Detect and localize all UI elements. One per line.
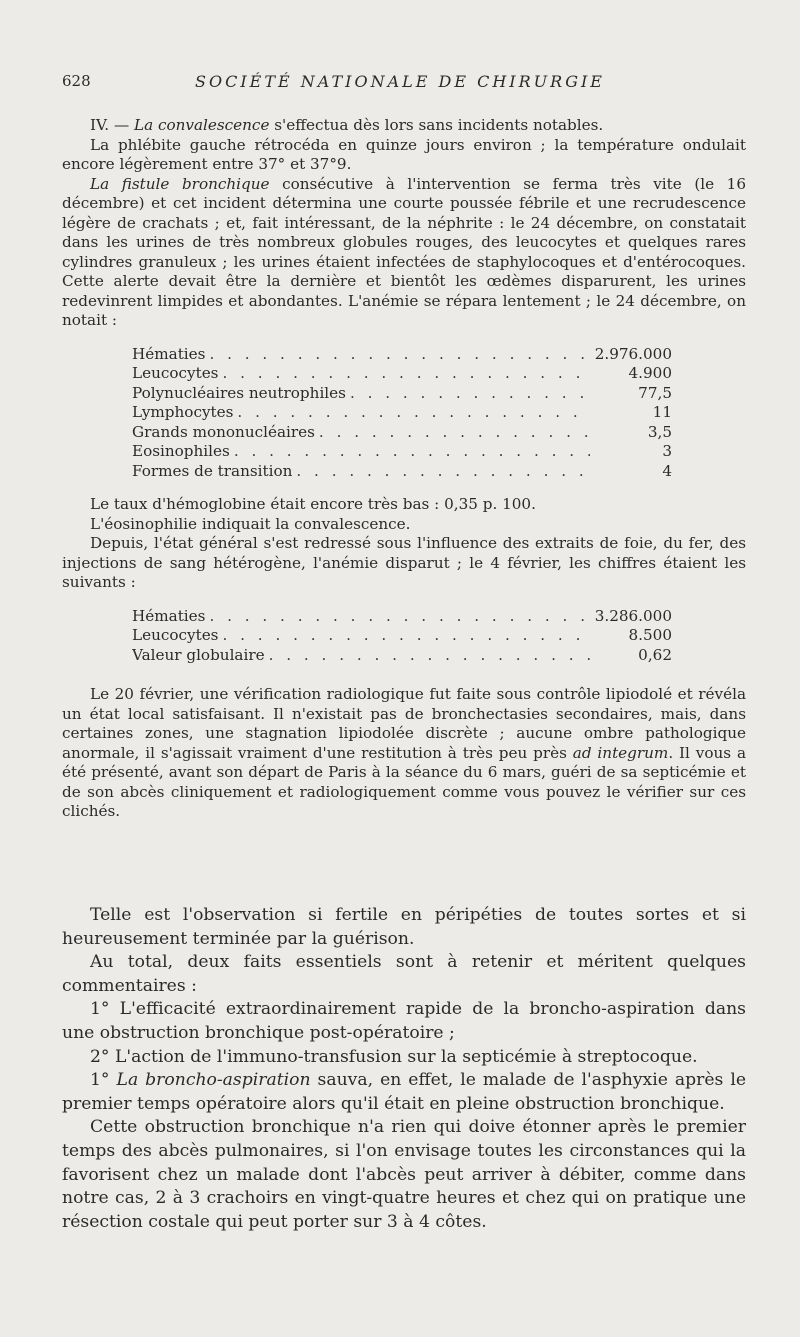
blood-count-table-2	[132, 607, 672, 666]
table-row: Leucocytes . . . 8.500	[132, 626, 672, 646]
paragraph: 1° La broncho-aspiration sauva, en effet, le malade de l'asphyxie après le premier temps opératoire alors qu'il était en pleine obstruction bronchique.	[62, 1070, 747, 1114]
table-row: Formes de transition . . . 4	[132, 462, 672, 482]
body-large-text	[62, 904, 746, 1234]
paragraph: Cette obstruction bronchique n'a rien qui doive étonner après le premier temps des abcès pulmonaires, si l'on envisage toutes les circonstances qui la favorisent chez un malade dont l'abcès peut arriver à débiter, comme dans notre cas, 2 à 3 crachoirs en vingt-quatre heures et chez qui on pratique une résection costale qui peut porter sur 3 à 4 côtes.	[62, 1117, 746, 1232]
paragraph: IV. — La convalescence s'effectua dès lors sans incidents notables.	[90, 116, 604, 134]
body-small-text	[62, 116, 746, 822]
table-row: Leucocytes . . . 4.900	[132, 364, 672, 384]
running-title: SOCIÉTÉ NATIONALE DE CHIRURGIE	[195, 72, 605, 91]
blood-count-table-1	[132, 345, 672, 482]
paragraph: La fistule bronchique consécutive à l'intervention se ferma très vite (le 16 décembre) et cet incident détermina une courte poussée fébrile et une recrudescence légère de crachats ; et, fait intéressant, de la néphrite : le 24 décembre, on constatait dans les urines de très nombreux globules rouges, des leucocytes et quelques rares cylindres granuleux ; les urines étaient infectées de staphylocoques et d'entérocoques. Cette alerte devait être la dernière et bientôt les œdèmes disparurent, les urines redevinrent limpides et abondantes. L'anémie se répara lentement ; le 24 décembre, on notait :	[62, 174, 747, 329]
table-row: Hématies . . . 2.976.000	[132, 345, 672, 365]
page-number: 628	[62, 72, 91, 90]
paragraph: Depuis, l'état général s'est redressé sous l'influence des extraits de foie, du fer, des injections de sang hétérogène, l'anémie disparut ; le 4 février, les chiffres étaient les suivants :	[62, 534, 746, 591]
paragraph: Telle est l'observation si fertile en péripéties de toutes sortes et si heureusement terminée par la guérison.	[62, 905, 746, 949]
table-row: Lymphocytes . . . 11	[132, 403, 672, 423]
table-row: Hématies . . . 3.286.000	[132, 607, 672, 627]
table-row: Polynucléaires neutrophiles . . . 77,5	[132, 384, 672, 404]
table-row: Valeur globulaire . . . 0,62	[132, 646, 672, 666]
paragraph: 1° L'efficacité extraordinairement rapide de la broncho-aspiration dans une obstruction bronchique post-opératoire ;	[62, 999, 746, 1043]
table-row: Eosinophiles . . . 3	[132, 442, 672, 462]
paragraph: L'éosinophilie indiquait la convalescence.	[90, 514, 411, 533]
paragraph: 2° L'action de l'immuno-transfusion sur la septicémie à streptocoque.	[90, 1046, 698, 1067]
paragraph: Au total, deux faits essentiels sont à retenir et méritent quelques commentaires :	[62, 952, 746, 996]
paragraph: La phlébite gauche rétrocéda en quinze jours environ ; la température ondulait encore légèrement entre 37° et 37°9.	[62, 135, 746, 173]
table-row: Grands mononucléaires . . . 3,5	[132, 423, 672, 443]
paragraph: Le 20 février, une vérification radiologique fut faite sous contrôle lipiodolé et révéla un état local satisfaisant. Il n'existait pas de bronchectasies secondaires, mais, dans certaines zones, une stagnation lipiodolée discrète ; aucune ombre pathologique anormale, il s'agissait vraiment d'une restitution à très peu près ad integrum. Il vous a été présenté, avant son départ de Paris à la séance du 6 mars, guéri de sa septicémie et de son abcès cliniquement et radiologiquement comme vous pouvez le vérifier sur ces clichés.	[62, 685, 747, 820]
paragraph: Le taux d'hémoglobine était encore très bas : 0,35 p. 100.	[90, 495, 536, 513]
page-header	[62, 72, 738, 94]
